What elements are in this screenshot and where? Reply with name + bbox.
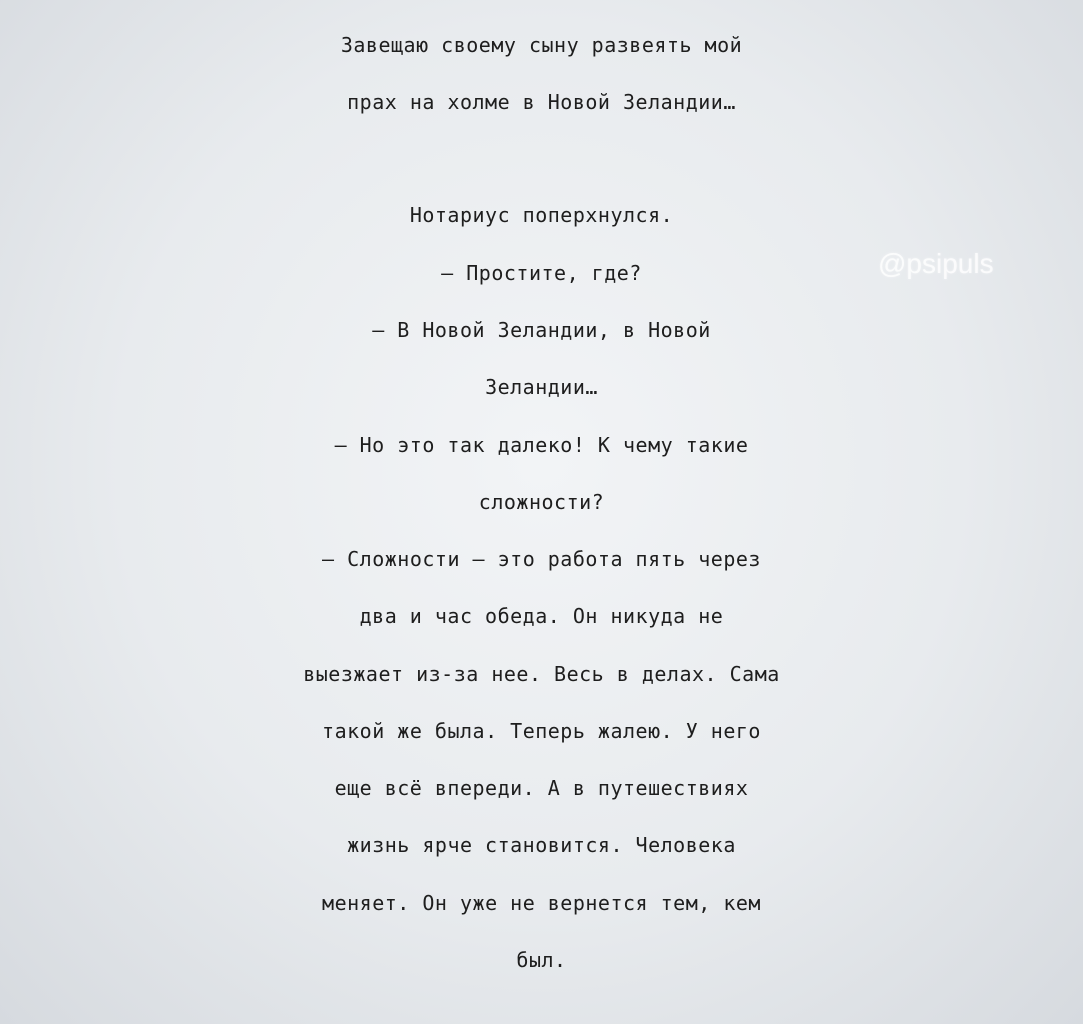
text-line-6: Зеландии… [485, 375, 598, 399]
watermark: @psipuls [878, 248, 994, 279]
text-line-3: Нотариус поперхнулся. [409, 203, 674, 227]
text-line-1: Завещаю своему сыну развеять мой [340, 33, 743, 57]
text-line-8: сложности? [478, 490, 605, 514]
text-line-12: такой же была. Теперь жалею. У него [322, 719, 761, 743]
text-line-2: прах на холме в Новой Зеландии… [347, 90, 736, 114]
text-line-5: – В Новой Зеландии, в Новой [372, 318, 711, 342]
text-line-11: выезжает из-за нее. Весь в делах. Сама [303, 662, 780, 686]
text-line-15: меняет. Он уже не вернется тем, кем [322, 891, 761, 915]
text-line-14: жизнь ярче становится. Человека [347, 833, 736, 857]
text-line-13: еще всё впереди. А в путешествиях [334, 776, 749, 800]
text-line-16: был. [516, 948, 567, 972]
text-line-9: – Сложности – это работа пять через [322, 547, 761, 571]
text-line-7: – Но это так далеко! К чему такие [334, 433, 749, 457]
text-line-4: – Простите, где? [441, 261, 642, 285]
text-line-10: два и час обеда. Он никуда не [359, 604, 724, 628]
